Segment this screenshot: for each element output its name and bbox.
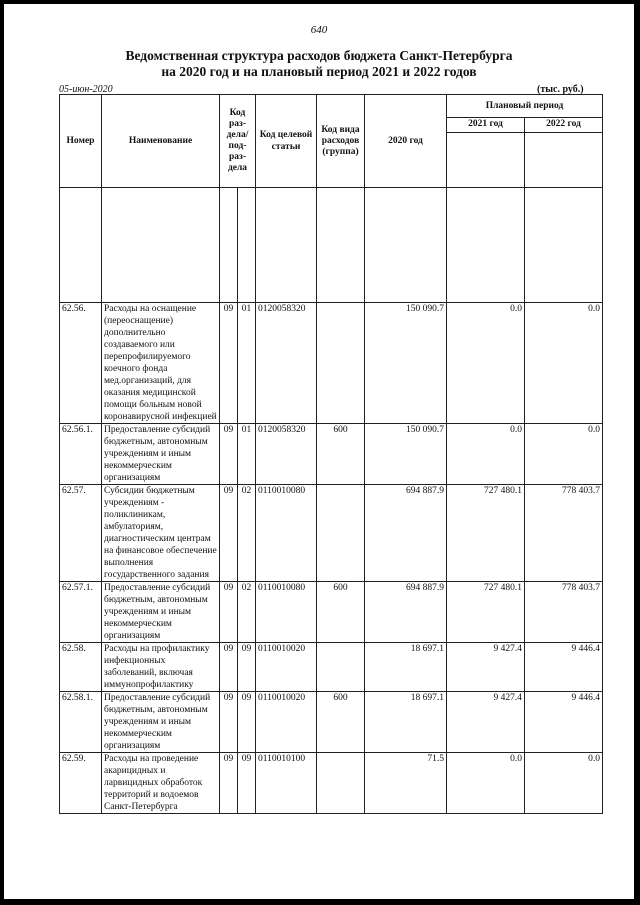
document-title [4, 48, 634, 80]
row-name: Предоставление субсидий бюджетным, автономным учреждениям и иным некоммерческим организациям [102, 692, 220, 753]
row-name: Предоставление субсидий бюджетным, автономным учреждениям и иным некоммерческим организациям [102, 424, 220, 485]
row-name: Расходы на профилактику инфекционных заболеваний, включая иммунопрофилактику [102, 643, 220, 692]
row-number: 62.56.1. [60, 424, 102, 485]
row-section: 09 [220, 303, 238, 424]
row-subsection: 09 [238, 692, 256, 753]
row-amount-2020: 694 887.9 [365, 582, 447, 643]
row-amount-2020: 71.5 [365, 753, 447, 814]
row-expense-type: 600 [317, 692, 365, 753]
row-subsection: 02 [238, 582, 256, 643]
row-amount-2021: 0.0 [447, 753, 525, 814]
header-name: Наименование [102, 95, 220, 188]
budget-table [59, 94, 603, 814]
header-planned: Плановый период [447, 95, 603, 118]
row-expense-type [317, 753, 365, 814]
header-2020: 2020 год [365, 95, 447, 188]
table-row [60, 303, 603, 424]
row-amount-2021: 0.0 [447, 424, 525, 485]
page-number: 640 [310, 24, 328, 36]
row-expense-type [317, 303, 365, 424]
row-target-code: 0110010020 [256, 692, 317, 753]
row-amount-2021: 9 427.4 [447, 692, 525, 753]
row-number: 62.57.1. [60, 582, 102, 643]
row-amount-2020: 694 887.9 [365, 485, 447, 582]
row-section: 09 [220, 643, 238, 692]
row-name: Расходы на оснащение (переоснащение) дополнительно создаваемого или перепрофилируемого коечного фонда мед.организаций, для оказания медицинской помощи больным новой коронавирусной инфекцией [102, 303, 220, 424]
row-subsection: 01 [238, 303, 256, 424]
row-name: Предоставление субсидий бюджетным, автономным учреждениям и иным некоммерческим организациям [102, 582, 220, 643]
row-number: 62.56. [60, 303, 102, 424]
row-amount-2022: 0.0 [525, 753, 603, 814]
row-section: 09 [220, 753, 238, 814]
row-amount-2020: 150 090.7 [365, 424, 447, 485]
row-target-code: 0110010100 [256, 753, 317, 814]
row-amount-2021: 0.0 [447, 303, 525, 424]
header-target: Код целевой статьи [256, 95, 317, 188]
row-amount-2020: 18 697.1 [365, 643, 447, 692]
header-2021: 2021 год [447, 118, 525, 133]
table-gap-row [60, 188, 603, 303]
row-number: 62.58. [60, 643, 102, 692]
row-target-code: 0110010080 [256, 485, 317, 582]
header-2022: 2022 год [525, 118, 603, 133]
row-expense-type [317, 485, 365, 582]
header-row [60, 95, 603, 118]
row-section: 09 [220, 692, 238, 753]
table-row [60, 485, 603, 582]
row-amount-2021: 727 480.1 [447, 485, 525, 582]
row-section: 09 [220, 424, 238, 485]
table-row [60, 753, 603, 814]
table-row [60, 643, 603, 692]
row-amount-2022: 0.0 [525, 424, 603, 485]
row-expense-type: 600 [317, 582, 365, 643]
row-amount-2022: 778 403.7 [525, 485, 603, 582]
table-row [60, 692, 603, 753]
row-amount-2022: 9 446.4 [525, 692, 603, 753]
row-target-code: 0110010020 [256, 643, 317, 692]
row-amount-2022: 778 403.7 [525, 582, 603, 643]
header-expense-type: Код вида расходов (группа) [317, 95, 365, 188]
row-expense-type [317, 643, 365, 692]
row-name: Расходы на проведение акарицидных и ларвицидных обработок территорий и водоемов Санкт-Петербурга [102, 753, 220, 814]
title-line-1: Ведомственная структура расходов бюджета Санкт-Петербурга [125, 48, 513, 63]
table-body [60, 188, 603, 814]
header-section: Код раз-дела/ под-раз-дела [220, 95, 256, 188]
units-label: (тыс. руб.) [537, 84, 584, 95]
row-subsection: 01 [238, 424, 256, 485]
table-row [60, 424, 603, 485]
row-amount-2020: 18 697.1 [365, 692, 447, 753]
row-amount-2022: 0.0 [525, 303, 603, 424]
table-row [60, 582, 603, 643]
header-number: Номер [60, 95, 102, 188]
row-subsection: 09 [238, 643, 256, 692]
row-number: 62.57. [60, 485, 102, 582]
document-page [4, 4, 634, 899]
row-number: 62.58.1. [60, 692, 102, 753]
row-amount-2021: 9 427.4 [447, 643, 525, 692]
row-subsection: 02 [238, 485, 256, 582]
row-expense-type: 600 [317, 424, 365, 485]
row-amount-2022: 9 446.4 [525, 643, 603, 692]
document-date: 05-июн-2020 [59, 84, 113, 95]
row-target-code: 0120058320 [256, 424, 317, 485]
row-section: 09 [220, 485, 238, 582]
row-amount-2021: 727 480.1 [447, 582, 525, 643]
row-section: 09 [220, 582, 238, 643]
row-name: Субсидии бюджетным учреждениям - поликлиникам, амбулаториям, диагностическим центрам на финансовое обеспечение выполнения государственного задания [102, 485, 220, 582]
row-number: 62.59. [60, 753, 102, 814]
row-target-code: 0120058320 [256, 303, 317, 424]
title-line-2: на 2020 год и на плановый период 2021 и 2022 годов [161, 64, 477, 79]
row-amount-2020: 150 090.7 [365, 303, 447, 424]
row-subsection: 09 [238, 753, 256, 814]
row-target-code: 0110010080 [256, 582, 317, 643]
